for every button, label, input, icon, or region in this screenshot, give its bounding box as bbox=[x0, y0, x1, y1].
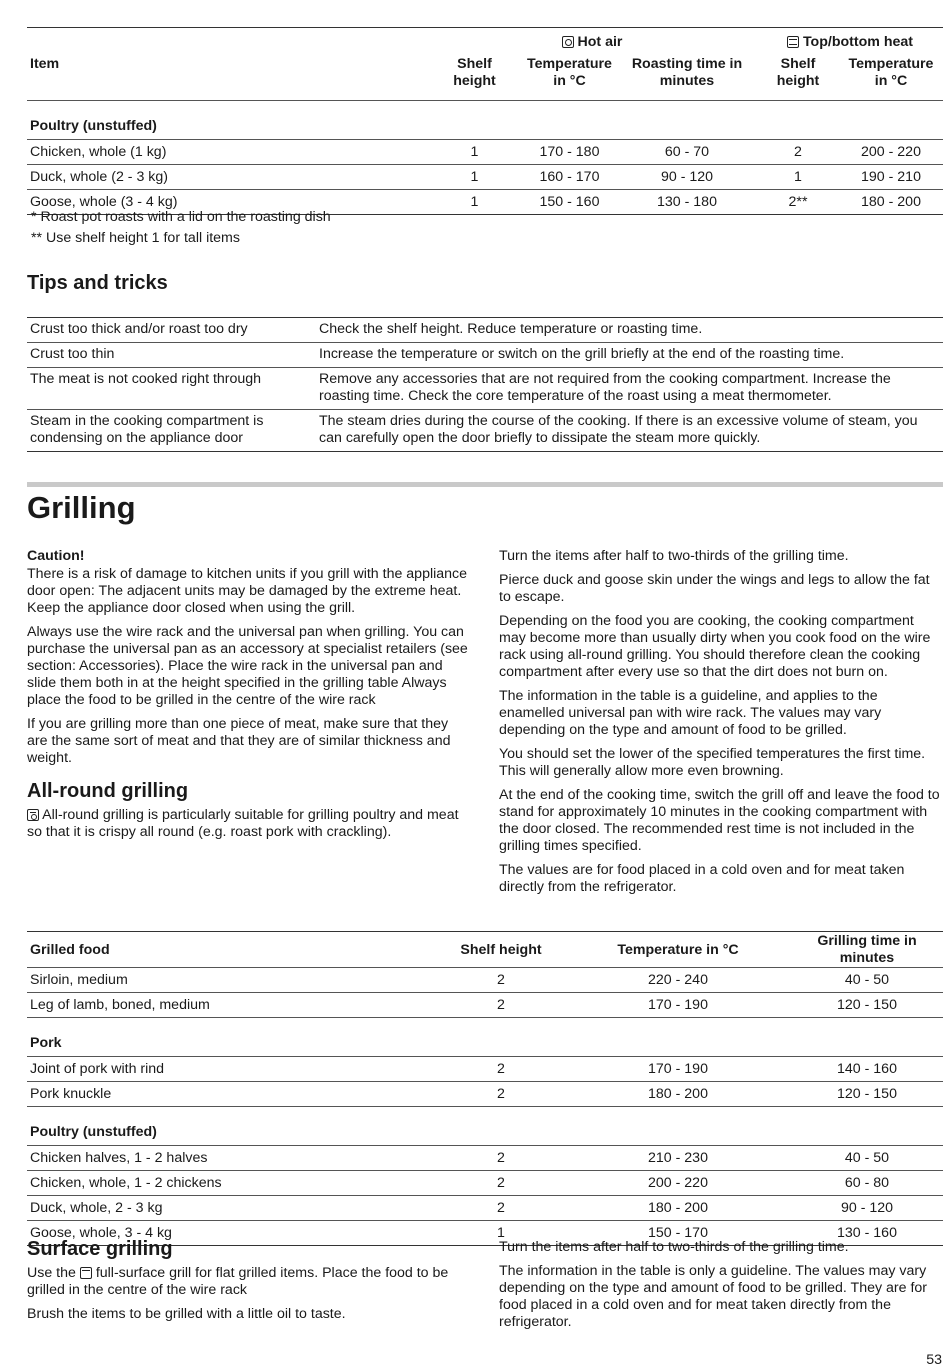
footnote-1: * Roast pot roasts with a lid on the roasting dish bbox=[31, 209, 331, 225]
cell-temp: 190 - 210 bbox=[839, 165, 943, 190]
cell-shelf: 2 bbox=[437, 1146, 565, 1171]
table-row bbox=[27, 1196, 943, 1221]
page-number: 53 bbox=[926, 1352, 942, 1368]
full-surface-grill-icon bbox=[80, 1267, 92, 1279]
table-row bbox=[27, 165, 943, 190]
header-shelf-tb: Shelf height bbox=[757, 54, 839, 101]
cell-temp: 210 - 230 bbox=[565, 1146, 791, 1171]
cell-temp: 150 - 170 bbox=[565, 1221, 791, 1246]
cell-item: Duck, whole (2 - 3 kg) bbox=[27, 165, 427, 190]
cell-shelf: 1 bbox=[427, 165, 522, 190]
paragraph: The information in the table is only a guideline. The values may vary depending on the type and amount of food to be grilled. They are for food placed in a cold oven and for meat taken directly from the refrigerator. bbox=[499, 1263, 928, 1330]
header-temp-hot: Temperature in °C bbox=[522, 54, 617, 101]
tip-problem: Crust too thin bbox=[27, 343, 316, 368]
cell-time: 130 - 160 bbox=[791, 1221, 943, 1246]
cell-time: 40 - 50 bbox=[791, 968, 943, 993]
cell-shelf: 2 bbox=[437, 968, 565, 993]
cell-food: Chicken halves, 1 - 2 halves bbox=[27, 1146, 437, 1171]
paragraph: The information in the table is a guideline, and applies to the enamelled universal pan with wire rack. The values may vary depending on the type and amount of food to be grilled. bbox=[499, 688, 882, 738]
paragraph: Turn the items after half to two-thirds of the grilling time. bbox=[499, 1239, 849, 1255]
cell-time: 60 - 70 bbox=[617, 140, 757, 165]
top-bottom-heat-icon bbox=[787, 36, 799, 48]
tip-problem: Crust too thick and/or roast too dry bbox=[27, 318, 316, 343]
header-time-hot: Roasting time in minutes bbox=[617, 54, 757, 101]
grilling-left-column bbox=[27, 548, 469, 848]
cell-shelf: 1 bbox=[757, 165, 839, 190]
surface-text: Use the full-surface grill for flat grilled items. Place the food to be grilled in the centre of the wire rack bbox=[27, 1265, 449, 1298]
paragraph: Always use the wire rack and the universal pan when grilling. You can purchase the universal pan as an accessory at specialist retailers (see section: Accessories). Place the wire rack in the universal pan and slide them both in at the height specified in the grilling table Always place the food to be grilled in the centre of the wire rack bbox=[27, 624, 468, 708]
cell-shelf: 1 bbox=[437, 1221, 565, 1246]
header-temp: Temperature in °C bbox=[565, 932, 791, 968]
grilling-right-column bbox=[499, 548, 941, 903]
paragraph: Depending on the food you are cooking, the cooking compartment may become more than usually dirty when you cook food on the wire rack using all-round grilling. You should therefore clean the cooking compartment after every use so that the dirt does not burn on. bbox=[499, 613, 931, 680]
cell-food: Joint of pork with rind bbox=[27, 1057, 437, 1082]
paragraph: There is a risk of damage to kitchen units if you grill with the appliance door open: The adjacent units may be damaged by the extreme heat. Keep the appliance door closed when using the grill. bbox=[27, 566, 468, 616]
cell-shelf: 2 bbox=[757, 140, 839, 165]
paragraph: The values are for food placed in a cold oven and for meat taken directly from the refrigerator. bbox=[499, 862, 905, 895]
cell-food: Pork knuckle bbox=[27, 1082, 437, 1107]
paragraph: If you are grilling more than one piece of meat, make sure that they are the same sort of meat and that they are of similar thickness and weight. bbox=[27, 716, 451, 766]
hot-air-mode-header: Hot air bbox=[427, 28, 757, 55]
cell-time: 90 - 120 bbox=[617, 165, 757, 190]
table-row bbox=[27, 368, 943, 410]
tip-remedy: Increase the temperature or switch on the grill briefly at the end of the roasting time. bbox=[316, 343, 943, 368]
cell-shelf: 1 bbox=[427, 140, 522, 165]
cell-temp: 180 - 200 bbox=[565, 1082, 791, 1107]
table-row bbox=[27, 343, 943, 368]
all-round-grilling-icon bbox=[27, 809, 39, 821]
tip-remedy: Check the shelf height. Reduce temperature or roasting time. bbox=[316, 318, 943, 343]
table-row bbox=[27, 1146, 943, 1171]
cell-item: Goose, whole (3 - 4 kg) bbox=[27, 190, 427, 215]
cell-temp: 170 - 190 bbox=[565, 1057, 791, 1082]
cell-temp: 180 - 200 bbox=[565, 1196, 791, 1221]
hot-air-icon bbox=[562, 36, 574, 48]
cell-temp: 150 - 160 bbox=[522, 190, 617, 215]
grilling-table bbox=[27, 931, 943, 1246]
cell-time: 90 - 120 bbox=[791, 1196, 943, 1221]
footnote-2: ** Use shelf height 1 for tall items bbox=[31, 230, 240, 246]
cell-food: Chicken, whole, 1 - 2 chickens bbox=[27, 1171, 437, 1196]
cell-shelf: 2** bbox=[757, 190, 839, 215]
table-row bbox=[27, 410, 943, 452]
tip-problem: The meat is not cooked right through bbox=[27, 368, 316, 410]
allround-text: All-round grilling is particularly suitable for grilling poultry and meat so that it is crispy all round (e.g. roast pork with crackling). bbox=[27, 807, 459, 840]
header-item: Item bbox=[27, 54, 427, 101]
tips-table bbox=[27, 317, 943, 452]
header-shelf-hot: Shelf height bbox=[427, 54, 522, 101]
header-food: Grilled food bbox=[27, 932, 437, 968]
cell-time: 120 - 150 bbox=[791, 1082, 943, 1107]
paragraph: Turn the items after half to two-thirds of the grilling time. bbox=[499, 548, 849, 564]
tip-problem: Steam in the cooking compartment is condensing on the appliance door bbox=[27, 410, 316, 452]
tip-remedy: The steam dries during the course of the cooking. If there is an excessive volume of steam, you can carefully open the door briefly to dissipate the steam more quickly. bbox=[316, 410, 943, 452]
cell-time: 40 - 50 bbox=[791, 1146, 943, 1171]
top-bottom-heat-mode-header: Top/bottom heat bbox=[757, 28, 943, 55]
cell-shelf: 2 bbox=[437, 1082, 565, 1107]
caution-title: Caution! bbox=[27, 548, 85, 564]
cell-temp: 220 - 240 bbox=[565, 968, 791, 993]
cell-item: Chicken, whole (1 kg) bbox=[27, 140, 427, 165]
allround-heading: All-round grilling bbox=[27, 780, 189, 802]
cell-temp: 170 - 190 bbox=[565, 993, 791, 1018]
header-temp-tb: Temperature in °C bbox=[839, 54, 943, 101]
table-row bbox=[27, 1171, 943, 1196]
surface-right-column bbox=[499, 1239, 941, 1338]
tip-remedy: Remove any accessories that are not required from the cooking compartment. Increase the roasting time. Check the core temperature of the roast using a meat thermometer. bbox=[316, 368, 943, 410]
cell-time: 120 - 150 bbox=[791, 993, 943, 1018]
cell-temp: 180 - 200 bbox=[839, 190, 943, 215]
group-heading: Poultry (unstuffed) bbox=[27, 1107, 943, 1146]
cell-shelf: 2 bbox=[437, 1057, 565, 1082]
table-header-row bbox=[27, 932, 943, 968]
paragraph: Brush the items to be grilled with a little oil to taste. bbox=[27, 1306, 346, 1322]
cell-shelf: 2 bbox=[437, 1196, 565, 1221]
cell-temp: 170 - 180 bbox=[522, 140, 617, 165]
paragraph: At the end of the cooking time, switch the grill off and leave the food to stand for approximately 10 minutes in the cooking compartment with the door closed. The recommended rest time is not included in the grilling times specified. bbox=[499, 787, 940, 854]
cell-food: Sirloin, medium bbox=[27, 968, 437, 993]
header-shelf: Shelf height bbox=[437, 932, 565, 968]
cell-temp: 200 - 220 bbox=[565, 1171, 791, 1196]
roasting-table bbox=[27, 27, 943, 215]
cell-food: Leg of lamb, boned, medium bbox=[27, 993, 437, 1018]
table-row bbox=[27, 140, 943, 165]
cell-time: 140 - 160 bbox=[791, 1057, 943, 1082]
cell-time: 130 - 180 bbox=[617, 190, 757, 215]
paragraph: You should set the lower of the specified temperatures the first time. This will generally allow more even browning. bbox=[499, 746, 926, 779]
table-row bbox=[27, 993, 943, 1018]
cell-food: Goose, whole, 3 - 4 kg bbox=[27, 1221, 437, 1246]
table-row bbox=[27, 968, 943, 993]
cell-temp: 200 - 220 bbox=[839, 140, 943, 165]
cell-food: Duck, whole, 2 - 3 kg bbox=[27, 1196, 437, 1221]
header-time: Grilling time in minutes bbox=[791, 932, 943, 968]
group-heading: Poultry (unstuffed) bbox=[27, 101, 943, 140]
paragraph: Pierce duck and goose skin under the wings and legs to allow the fat to escape. bbox=[499, 572, 930, 605]
group-heading: Pork bbox=[27, 1018, 943, 1057]
cell-shelf: 1 bbox=[427, 190, 522, 215]
surface-left-column bbox=[27, 1237, 469, 1330]
grilling-heading: Grilling bbox=[27, 490, 136, 525]
table-row bbox=[27, 318, 943, 343]
surface-heading: Surface grilling bbox=[27, 1238, 173, 1260]
section-divider bbox=[27, 482, 943, 487]
cell-temp: 160 - 170 bbox=[522, 165, 617, 190]
table-row bbox=[27, 1057, 943, 1082]
cell-shelf: 2 bbox=[437, 1171, 565, 1196]
tips-heading: Tips and tricks bbox=[27, 272, 168, 294]
cell-time: 60 - 80 bbox=[791, 1171, 943, 1196]
table-row bbox=[27, 1082, 943, 1107]
cell-shelf: 2 bbox=[437, 993, 565, 1018]
